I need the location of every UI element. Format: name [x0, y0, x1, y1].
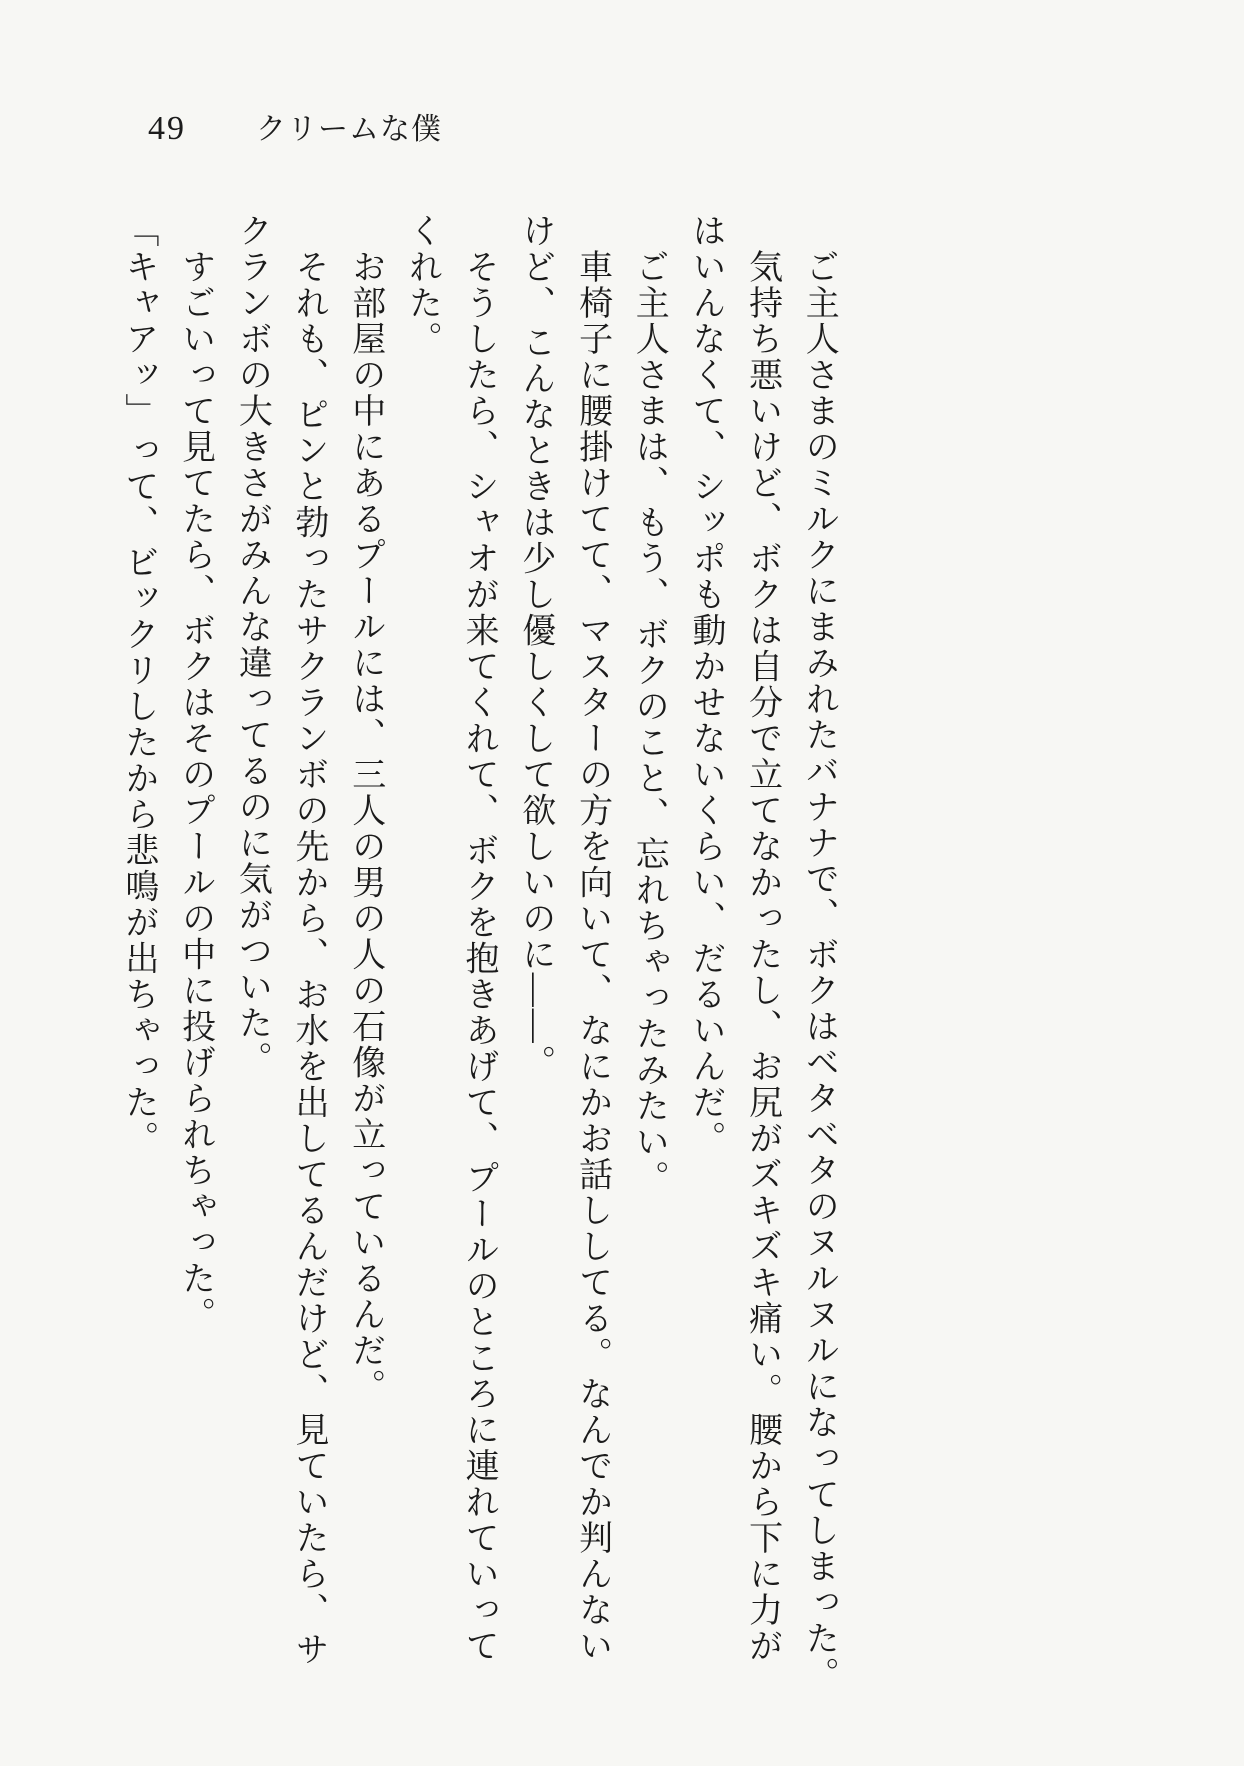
text-column: はいんなくて、 シッポも動かせないくらい、 だるいんだ。	[687, 213, 724, 1157]
text-column: けど、 こんなときは少し優しくして欲しいのに——。	[516, 213, 554, 1081]
ideographic-space	[185, 592, 206, 613]
ideographic-space	[752, 1391, 773, 1412]
text-column: くれた。	[403, 213, 441, 357]
ideographic-space	[752, 1028, 773, 1049]
text-column: 「キャアッ」 って、 ビックリしたから悲鳴が出ちゃった。	[119, 213, 157, 1157]
page-number: 49	[148, 110, 186, 147]
ideographic-space	[355, 736, 376, 757]
ideographic-space	[468, 812, 489, 833]
text-column: それも、 ピンと勃ったサクランボの先から、 お水を出してるんだけど、 見ていたら、 サ	[290, 249, 327, 1668]
ideographic-space	[695, 448, 716, 469]
text-column: クランボの大きさがみんな違ってるのに気がついた。	[233, 213, 271, 1077]
text-column: 気持ち悪いけど、 ボクは自分で立てなかったし、 お尻がズキズキ痛い。 腰から下に力が	[743, 249, 781, 1665]
ideographic-space	[808, 916, 829, 937]
text-column: 車椅子に腰掛けてて、 マスターの方を向いて、 なにかお話ししてる。 なんでか判んない	[573, 249, 611, 1665]
ideographic-space	[752, 520, 773, 541]
ideographic-space	[582, 592, 603, 613]
ideographic-space	[638, 815, 659, 836]
ideographic-space	[298, 1611, 319, 1632]
ideographic-space	[638, 484, 659, 505]
ideographic-space	[468, 1139, 489, 1160]
ideographic-space	[298, 956, 319, 977]
ideographic-space	[582, 1355, 603, 1376]
ideographic-space	[582, 992, 603, 1013]
ideographic-space	[298, 376, 319, 397]
ideographic-space	[695, 920, 716, 941]
text-column: ご主人さまは、 もう、 ボクのこと、 忘れちゃったみたい。	[630, 249, 668, 1197]
ideographic-space	[525, 304, 546, 325]
running-title: クリームな僕	[256, 113, 442, 146]
ideographic-space	[298, 1391, 319, 1412]
text-column: お部屋の中にあるプールには、 三人の男の人の石像が立っているんだ。	[346, 249, 384, 1405]
text-column: ご主人さまのミルクにまみれたバナナで、 ボクはベタベタのヌルヌルになってしまった。	[800, 249, 838, 1693]
text-column: すごいって見てたら、 ボクはそのプールの中に投げられちゃった。	[176, 249, 214, 1333]
ideographic-space	[128, 524, 149, 545]
ideographic-space	[468, 448, 489, 469]
ideographic-space	[638, 596, 659, 617]
ideographic-space	[128, 412, 149, 433]
text-column: そうしたら、 シャオが来てくれて、 ボクを抱きあげて、 プールのところに連れていって	[460, 249, 498, 1665]
